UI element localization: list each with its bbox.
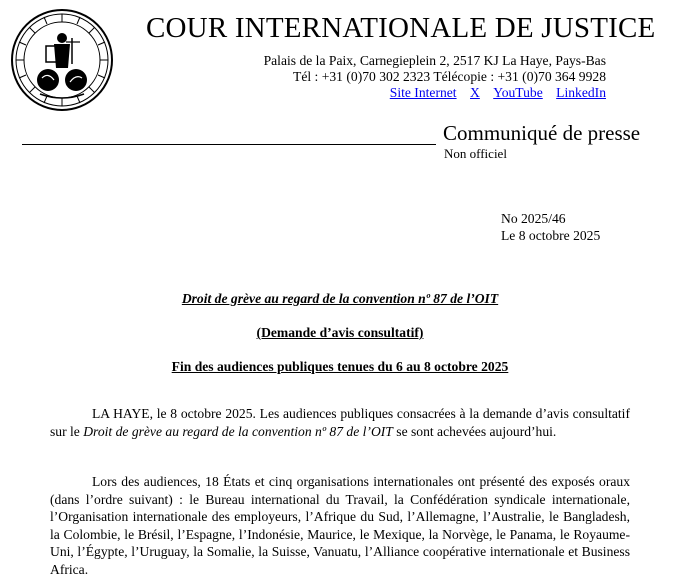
press-release-title: Communiqué de presse (443, 121, 641, 145)
website-link[interactable]: Site Internet (389, 85, 457, 100)
release-date: Le 8 octobre 2025 (501, 228, 601, 243)
main-heading: Fin des audiences publiques tenues du 6 au 8 octobre 2025 (171, 359, 509, 374)
phone-line: Tél : +31 (0)70 302 2323 Télécopie : +31 (0)70 364 9928 (293, 69, 606, 84)
release-number: No 2025/46 (501, 211, 566, 226)
social-links (146, 85, 606, 101)
paragraph-hearings: Lors des audiences, 18 États et cinq organisations internationales ont présenté des exposés oraux (dans l’ordre suivant) : le Bureau international du Travail, la Confédération syndicale internationale, l’Organisation internationale des employeurs, l’Afrique du Sud, l’Allemagne, l’Australie, le Bangladesh, la Colombie, le Brésil, l’Espagne, l’Indonésie, Maurice, le Mexique, la Norvège, le Panama, le Royaume-Uni, l’Égypte, l’Uruguay, la Somalie, la Suisse, Vanuatu, l’Alliance coopérative internationale et Business Africa. (50, 474, 630, 577)
address-line: Palais de la Paix, Carnegieplein 2, 2517 KJ La Haye, Pays-Bas (263, 53, 606, 68)
paragraph-intro-end: se sont achevées aujourd’hui. (392, 423, 557, 439)
x-link[interactable]: X (470, 85, 480, 100)
request-heading: (Demande d’avis consultatif) (256, 325, 424, 340)
header-divider (22, 144, 436, 145)
paragraph-intro-start: LA HAYE, le 8 octobre 2025. Les audiences publiques consacrées à la demande d’avis consultatif sur le (50, 406, 630, 439)
unofficial-label: Non officiel (444, 146, 507, 161)
linkedin-link[interactable]: LinkedIn (556, 85, 606, 100)
court-seal-icon (10, 8, 114, 112)
subject-heading: Droit de grève au regard de la convention nº 87 de l’OIT (181, 291, 499, 306)
case-title-italic: Droit de grève au regard de la convention nº 87 de l’OIT (83, 423, 393, 439)
youtube-link[interactable]: YouTube (493, 85, 543, 100)
court-name-title: COUR INTERNATIONALE DE JUSTICE (146, 12, 656, 44)
paragraph-intro (50, 405, 630, 440)
